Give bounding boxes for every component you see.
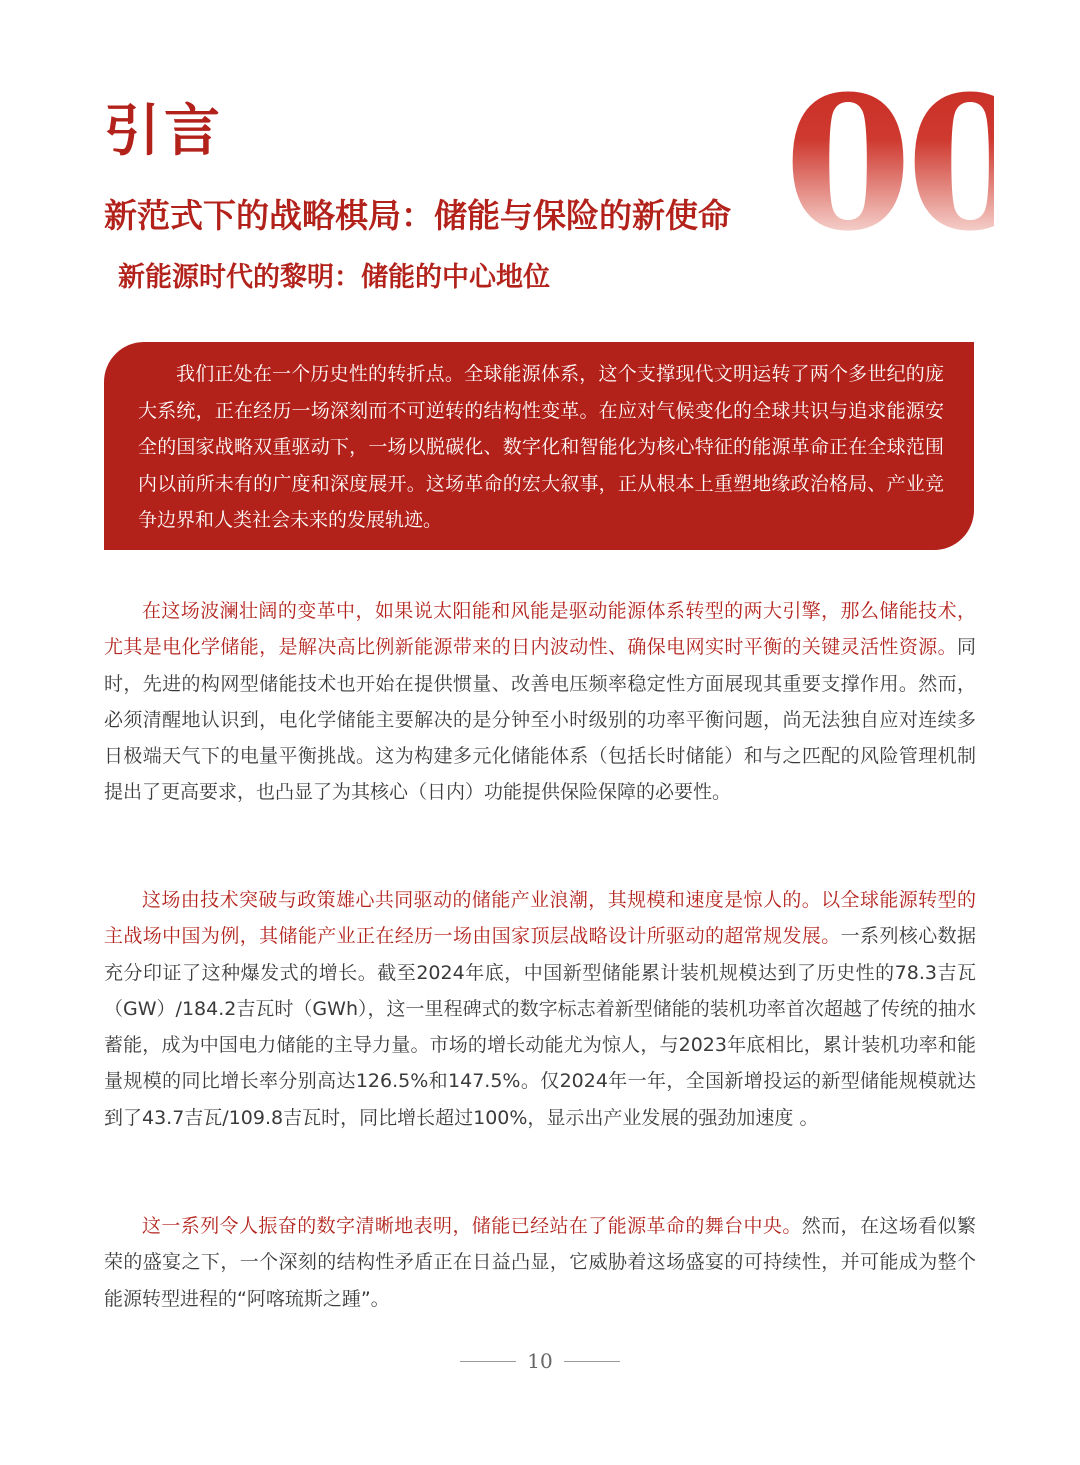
footer-divider-right: [564, 1361, 620, 1362]
page-title: 新范式下的战略棋局：储能与保险的新使命: [104, 196, 731, 235]
page-footer: [460, 1346, 620, 1376]
paragraph-highlight: 在这场波澜壮阔的变革中，如果说太阳能和风能是驱动能源体系转型的两大引擎，那么储能技术，尤其是电化学储能，是解决高比例新能源带来的日内波动性、确保电网实时平衡的关键灵活性资源。: [104, 600, 976, 659]
page-number: 10: [527, 1349, 553, 1373]
body-paragraph: [104, 1208, 976, 1317]
body-paragraph: [104, 882, 976, 1136]
intro-callout-box: 我们正处在一个历史性的转折点。全球能源体系，这个支撑现代文明运转了两个多世纪的庞大系统，正在经历一场深刻而不可逆转的结构性变革。在应对气候变化的全球共识与追求能源安全的国家战略双重驱动下，一场以脱碳化、数字化和智能化为核心特征的能源革命正在全球范围内以前所未有的广度和深度展开。这场革命的宏大叙事，正从根本上重塑地缘政治格局、产业竞争边界和人类社会未来的发展轨迹。: [104, 342, 974, 550]
footer-divider-left: [460, 1361, 516, 1362]
paragraph-text: 同时，先进的构网型储能技术也开始在提供惯量、改善电压频率稳定性方面展现其重要支撑作用。然而，必须清醒地认识到，电化学储能主要解决的是分钟至小时级别的功率平衡问题，尚无法独自应对连续多日极端天气下的电量平衡挑战。这为构建多元化储能体系（包括长时储能）和与之匹配的风险管理机制提出了更高要求，也凸显了为其核心（日内）功能提供保险保障的必要性。: [104, 636, 976, 804]
paragraph-text: 然而，在这场看似繁荣的盛宴之下，一个深刻的结构性矛盾正在日益凸显，它威胁着这场盛宴的可持续性，并可能成为整个能源转型进程的“阿喀琉斯之踵”。: [104, 1215, 976, 1310]
paragraph-text: 一系列核心数据充分印证了这种爆发式的增长。截至2024年底，中国新型储能累计装机规模达到了历史性的78.3吉瓦（GW）/184.2吉瓦时（GWh），这一里程碑式的数字标志着新型储能的装机功率首次超越了传统的抽水蓄能，成为中国电力储能的主导力量。市场的增长动能尤为惊人，与2023年底相比，累计装机功率和能量规模的同比增长率分别高达126.5%和147.5%。仅2024年一年，全国新增投运的新型储能规模就达到了43.7吉瓦/109.8吉瓦时，同比增长超过100%，显示出产业发展的强劲加速度 。: [104, 925, 976, 1129]
body-paragraph: [104, 593, 976, 811]
paragraph-highlight: 这场由技术突破与政策雄心共同驱动的储能产业浪潮，其规模和速度是惊人的。以全球能源转型的主战场中国为例，其储能产业正在经历一场由国家顶层战略设计所驱动的超常规发展。: [104, 889, 976, 948]
section-subtitle: 新能源时代的黎明：储能的中心地位: [118, 262, 550, 293]
chapter-number: 00: [784, 56, 1029, 272]
paragraph-highlight: 这一系列令人振奋的数字清晰地表明，储能已经站在了能源革命的舞台中央。: [142, 1215, 802, 1237]
chapter-label: 引言: [104, 99, 224, 164]
